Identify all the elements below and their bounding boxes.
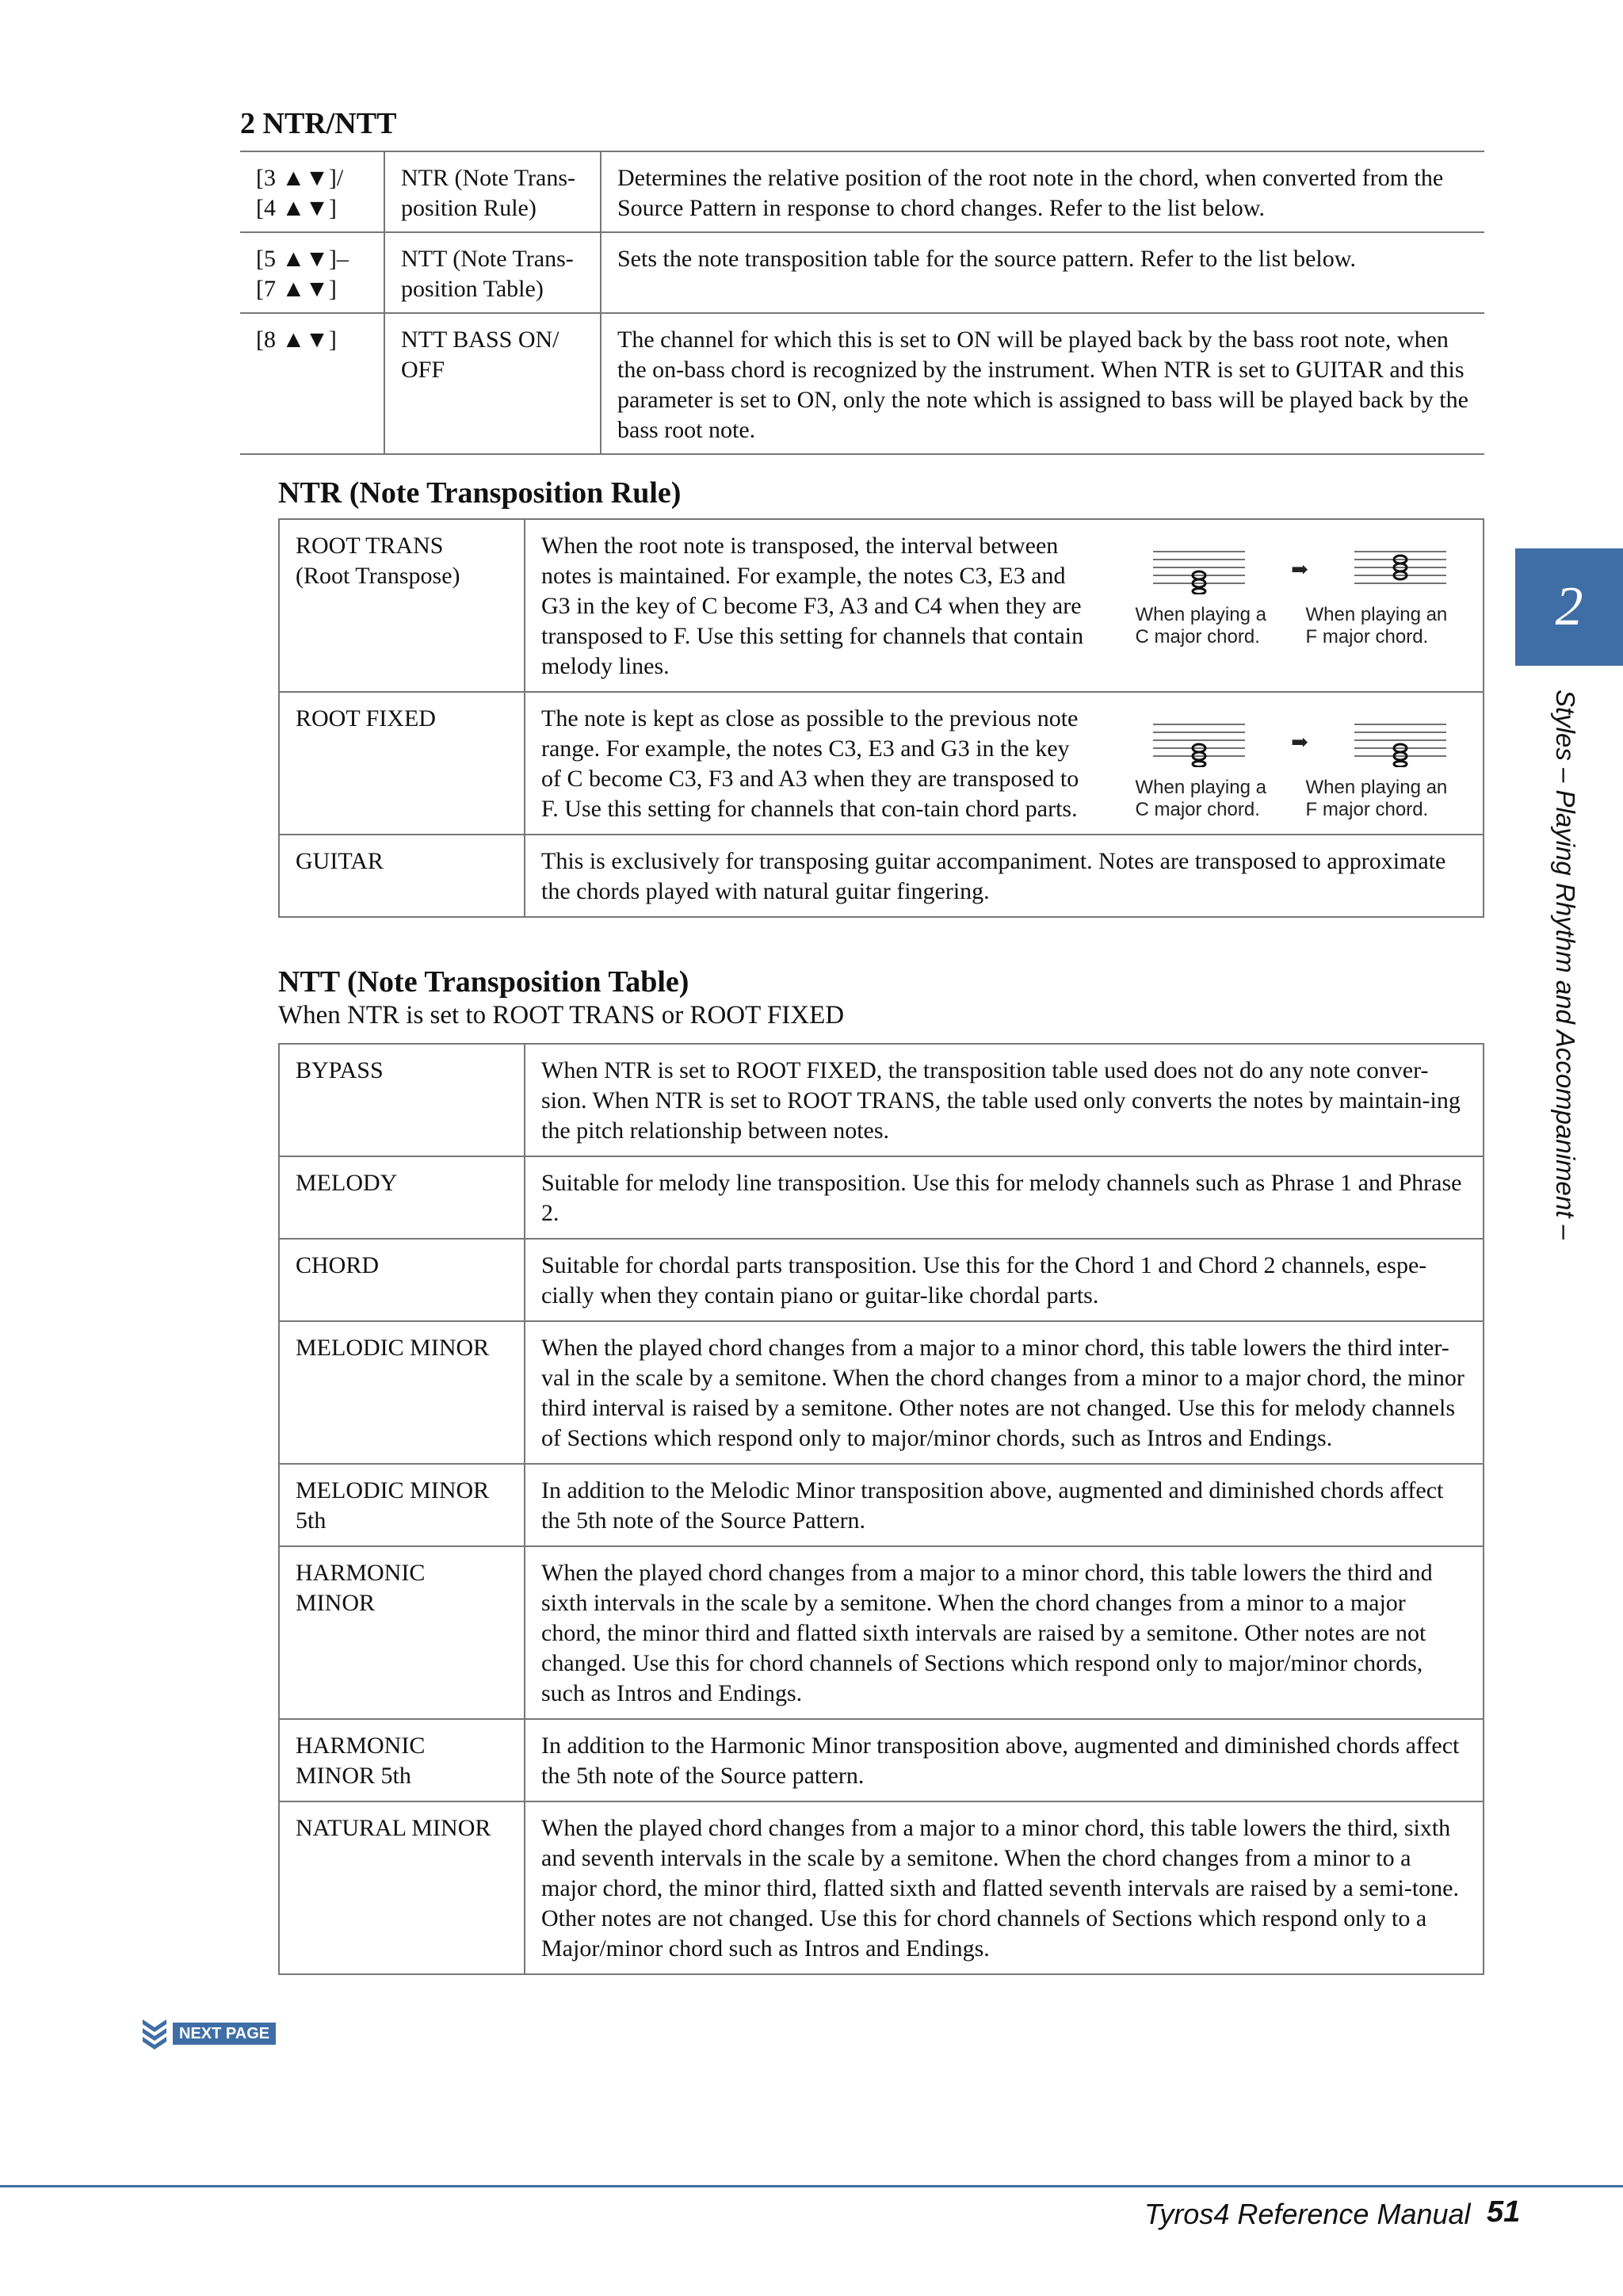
table-description-cell: [525, 1044, 1484, 1156]
rule-name-cell: [279, 835, 525, 917]
parameter-name-cell: [384, 151, 601, 232]
table-description-cell: [525, 1464, 1484, 1546]
staff-f-major-icon: [1353, 718, 1448, 767]
table-row: [279, 1321, 1484, 1464]
ntr-table: [278, 518, 1484, 918]
table-name: MELODIC MINOR 5th: [296, 1477, 490, 1534]
table-name-cell: [279, 1321, 525, 1464]
button-label: [3 ▲▼]/ [4 ▲▼]: [256, 165, 344, 221]
footer-rule: [0, 2185, 1623, 2187]
table-row: [279, 1156, 1484, 1239]
table-row: [240, 151, 1484, 232]
arrow-right-icon: ➡: [1291, 558, 1308, 581]
button-label: [8 ▲▼]: [256, 327, 337, 353]
table-row: [279, 1801, 1484, 1974]
description-cell: [601, 232, 1484, 313]
caption-c-major: When playing a C major chord.: [1135, 604, 1266, 648]
table-description: Suitable for chordal parts transposition. Use this for the Chord 1 and Chord 2 channels, espe-cially when they contain piano or guitar-like chordal parts.: [541, 1252, 1427, 1308]
arrow-right-icon: ➡: [1291, 731, 1308, 754]
table-name: BYPASS: [296, 1057, 384, 1083]
table-name: HARMONIC MINOR 5th: [296, 1733, 426, 1789]
table-name-cell: [279, 1546, 525, 1719]
parameter-name-cell: [384, 313, 601, 454]
table-name-cell: [279, 1464, 525, 1546]
staff-c-major-icon: [1151, 545, 1247, 594]
footer-title: Tyros4 Reference Manual: [1144, 2198, 1471, 2230]
table-description: Suitable for melody line transposition. Use this for melody channels such as Phrase 1 and Phrase 2.: [541, 1170, 1462, 1226]
rule-name-cell: [279, 692, 525, 835]
table-row: [240, 232, 1484, 313]
table-name-cell: [279, 1719, 525, 1801]
parameter-description: Sets the note transposition table for the source pattern. Refer to the list below.: [617, 246, 1356, 272]
rule-description: When the root note is transposed, the interval between notes is maintained. For example, the notes C3, E3 and G3 in the key of C become F3, A3 and C4 when they are transposed to F. Use this setting for channels that contain melody lines.: [541, 533, 1084, 679]
button-cell: [240, 313, 384, 454]
button-cell: [240, 232, 384, 313]
chapter-tab[interactable]: [1515, 548, 1623, 666]
rule-description: The note is kept as close as possible to the previous note range. For example, the notes C3, E3 and G3 in the key of C become C3, F3 and A3 when they are transposed to F. Use this setting for channels that con-tain chord parts.: [541, 705, 1079, 822]
chevron-down-icon: [141, 2018, 168, 2050]
table-description: When NTR is set to ROOT FIXED, the transposition table used does not do any note conver-sion. When NTR is set to ROOT TRANS, the table used only converts the notes by maintain-ing the pitch relationship between notes.: [541, 1057, 1461, 1144]
table-row: [279, 692, 1484, 835]
parameter-name: NTT (Note Trans- position Table): [401, 246, 574, 302]
parameter-description: The channel for which this is set to ON will be played back by the bass root note, when the on-bass chord is recognized by the instrument. When NTR is set to GUITAR and this parameter is set to ON, only the note which is assigned to bass will be played back by the bass root note.: [617, 327, 1468, 443]
button-cell: [240, 151, 384, 232]
rule-name: ROOT FIXED: [296, 705, 436, 732]
table-name: HARMONIC MINOR: [296, 1560, 426, 1616]
table-name-cell: [279, 1801, 525, 1974]
table-name: MELODY: [296, 1170, 398, 1196]
table-description-cell: [525, 1239, 1484, 1321]
notation-example: [1129, 545, 1470, 682]
table-name-cell: [279, 1239, 525, 1321]
table-name: MELODIC MINOR: [296, 1335, 490, 1361]
parameter-name: NTT BASS ON/ OFF: [401, 327, 559, 383]
table-name: NATURAL MINOR: [296, 1815, 491, 1841]
ntt-subheading: When NTR is set to ROOT TRANS or ROOT FIXED: [278, 1001, 845, 1030]
rule-description-cell: [525, 835, 1484, 917]
staff-c-major-icon: [1151, 718, 1247, 767]
table-description: In addition to the Harmonic Minor transposition above, augmented and diminished chords affect the 5th note of the Source pattern.: [541, 1733, 1460, 1789]
table-description: When the played chord changes from a major to a minor chord, this table lowers the third and sixth intervals in the scale by a semitone. When the chord changes from a minor to a major chord, the minor third and flatted sixth intervals are raised by a semitone. Other notes are not changed. Use this for chord channels of Sections which respond only to major/minor chords, such as Intros and Endings.: [541, 1560, 1433, 1706]
rule-name: ROOT TRANS (Root Transpose): [296, 533, 460, 589]
table-description: When the played chord changes from a major to a minor chord, this table lowers the third, sixth and seventh intervals in the scale by a semitone. When the chord changes from a minor to a major chord, the minor third, flatted sixth and flatted seventh intervals are raised by a semi-tone. Other notes are not changed. Use this for chord channels of Sections which respond only to a Major/minor chord such as Intros and Endings.: [541, 1815, 1459, 1962]
table-row: [279, 1044, 1484, 1156]
rule-description-cell: [525, 519, 1484, 692]
caption-f-major: When playing an F major chord.: [1305, 777, 1448, 820]
table-description-cell: [525, 1321, 1484, 1464]
page-number: 51: [1487, 2195, 1521, 2229]
ntr-heading: NTR (Note Transposition Rule): [278, 476, 682, 510]
parameter-name: NTR (Note Trans- position Rule): [401, 165, 576, 221]
table-row: [279, 1464, 1484, 1546]
table-row: [279, 1546, 1484, 1719]
parameter-table: [240, 151, 1484, 455]
next-page-link[interactable]: [141, 2018, 276, 2050]
table-name: CHORD: [296, 1252, 380, 1278]
chapter-title: Styles – Playing Rhythm and Accompaniment –: [1551, 690, 1580, 1240]
notation-example: [1129, 718, 1470, 824]
section-heading: 2 NTR/NTT: [240, 107, 397, 140]
table-name-cell: [279, 1156, 525, 1239]
ntt-table: [278, 1043, 1484, 1975]
table-description-cell: [525, 1719, 1484, 1801]
table-description: In addition to the Melodic Minor transposition above, augmented and diminished chords affect the 5th note of the Source Pattern.: [541, 1477, 1444, 1534]
staff-f-major-icon: [1353, 545, 1448, 594]
next-page-label: NEXT PAGE: [173, 2023, 276, 2045]
table-row: [240, 313, 1484, 454]
rule-name: GUITAR: [296, 848, 384, 874]
rule-description-cell: [525, 692, 1484, 835]
table-row: [279, 835, 1484, 917]
description-cell: [601, 151, 1484, 232]
ntt-heading: NTT (Note Transposition Table): [278, 965, 689, 999]
parameter-name-cell: [384, 232, 601, 313]
caption-f-major: When playing an F major chord.: [1305, 604, 1448, 648]
table-description: When the played chord changes from a major to a minor chord, this table lowers the third inter-val in the scale by a semitone. When the chord changes from a minor to a major chord, the minor third interval is raised by a semitone. Other notes are not changed. Use this for melody channels of Sections which respond only to major/minor chords, such as Intros and Endings.: [541, 1335, 1465, 1451]
table-row: [279, 1719, 1484, 1801]
parameter-description: Determines the relative position of the root note in the chord, when converted from the Source Pattern in response to chord changes. Refer to the list below.: [617, 165, 1444, 221]
caption-c-major: When playing a C major chord.: [1135, 777, 1266, 820]
table-description-cell: [525, 1546, 1484, 1719]
table-name-cell: [279, 1044, 525, 1156]
table-row: [279, 519, 1484, 692]
chapter-number: 2: [1555, 576, 1583, 637]
button-label: [5 ▲▼]– [7 ▲▼]: [256, 246, 349, 302]
table-row: [279, 1239, 1484, 1321]
table-description-cell: [525, 1156, 1484, 1239]
description-cell: [601, 313, 1484, 454]
table-description-cell: [525, 1801, 1484, 1974]
rule-name-cell: [279, 519, 525, 692]
rule-description: This is exclusively for transposing guitar accompaniment. Notes are transposed to approximate the chords played with natural guitar fingering.: [541, 848, 1446, 904]
